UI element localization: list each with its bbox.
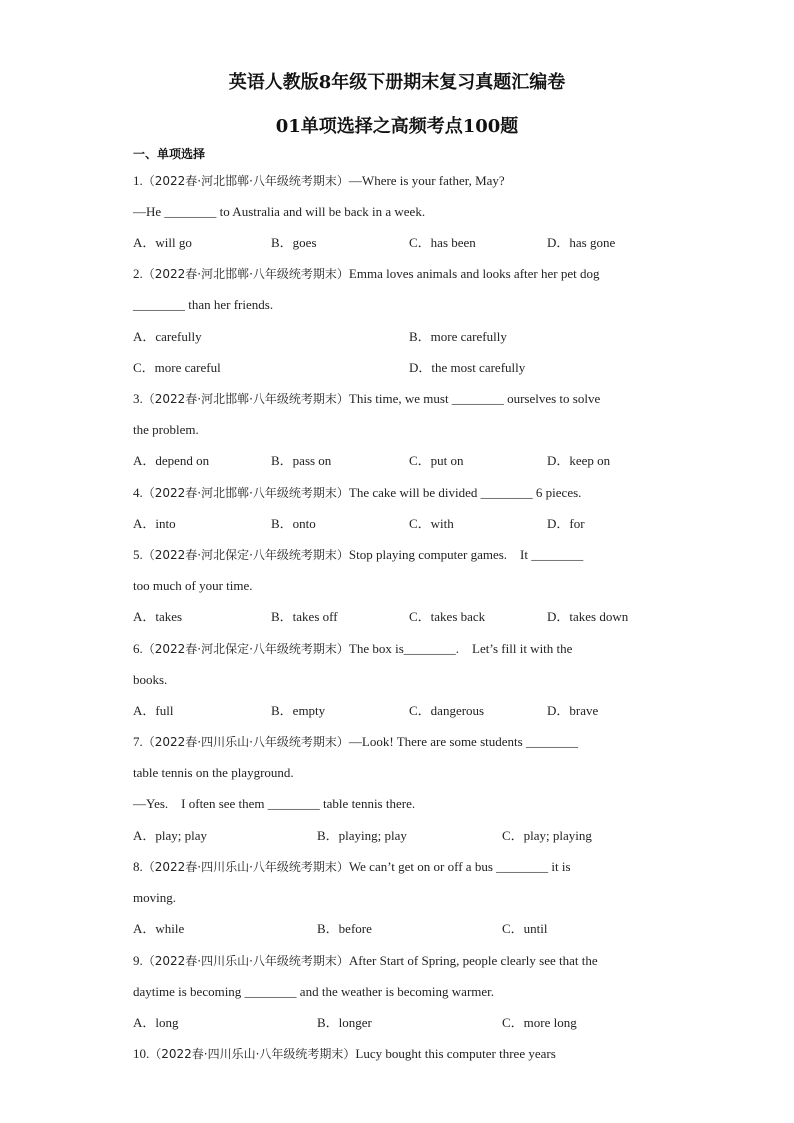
question-5-line-2: too much of your time.	[133, 578, 253, 593]
question-9-option-b[interactable]: B．longer	[317, 1015, 372, 1030]
question-number: 8.	[133, 859, 143, 874]
question-3-stem	[133, 391, 600, 407]
question-6-option-b[interactable]: B．empty	[271, 703, 326, 718]
question-text: Lucy bought this computer three years	[355, 1046, 556, 1061]
question-source: （2022春·四川乐山·八年级统考期末）	[142, 954, 349, 968]
question-number: 2.	[133, 266, 143, 281]
question-7-option-a[interactable]: A．play; play	[133, 828, 208, 843]
question-text: —Look! There are some students ________	[348, 734, 578, 749]
section-heading: 一、单项选择	[133, 147, 206, 161]
question-3-option-d[interactable]: D．keep on	[547, 453, 611, 468]
question-5-stem	[133, 547, 583, 563]
question-6-option-d[interactable]: D．brave	[547, 703, 599, 718]
question-number: 7.	[133, 734, 143, 749]
question-number: 10.	[133, 1046, 150, 1061]
question-source: （2022春·河北保定·八年级统考期末）	[142, 548, 349, 562]
question-text: The box is________. Let’s fill it with the	[348, 641, 573, 656]
question-2-option-b[interactable]: B．more carefully	[409, 329, 507, 344]
question-8-option-b[interactable]: B．before	[317, 921, 372, 936]
question-5-option-b[interactable]: B．takes off	[271, 609, 338, 624]
question-6-line-2: books.	[133, 672, 168, 687]
question-9-stem	[133, 953, 598, 969]
question-text: After Start of Spring, people clearly see that the	[348, 953, 598, 968]
question-number: 4.	[133, 485, 143, 500]
question-4-stem	[133, 485, 581, 501]
question-source: （2022春·河北邯郸·八年级统考期末）	[142, 486, 349, 500]
question-8-option-c[interactable]: C．until	[502, 921, 548, 936]
question-number: 5.	[133, 547, 143, 562]
question-text: Stop playing computer games. It ________	[348, 547, 584, 562]
question-source: （2022春·河北邯郸·八年级统考期末）	[142, 174, 349, 188]
question-9-option-c[interactable]: C．more long	[502, 1015, 577, 1030]
question-4-option-c[interactable]: C．with	[409, 516, 454, 531]
question-number: 1.	[133, 173, 143, 188]
question-4-option-a[interactable]: A．into	[133, 516, 176, 531]
question-text: —Where is your father, May?	[348, 173, 505, 188]
question-source: （2022春·四川乐山·八年级统考期末）	[149, 1047, 356, 1061]
question-5-option-d[interactable]: D．takes down	[547, 609, 629, 624]
question-8-line-2: moving.	[133, 890, 176, 905]
question-text: The cake will be divided ________ 6 pieces.	[348, 485, 582, 500]
question-7-stem	[133, 734, 578, 750]
question-3-option-c[interactable]: C．put on	[409, 453, 464, 468]
question-7-line-3: —Yes. I often see them ________ table tennis there.	[133, 796, 416, 811]
question-number: 9.	[133, 953, 143, 968]
question-text: Emma loves animals and looks after her pet dog	[348, 266, 600, 281]
question-source: （2022春·河北保定·八年级统考期末）	[142, 642, 349, 656]
question-4-option-b[interactable]: B．onto	[271, 516, 316, 531]
question-2-stem	[133, 266, 599, 282]
question-7-line-2: table tennis on the playground.	[133, 765, 294, 780]
question-1-stem	[133, 173, 505, 189]
question-2-option-d[interactable]: D．the most carefully	[409, 360, 526, 375]
question-text: We can’t get on or off a bus ________ it is	[348, 859, 571, 874]
question-source: （2022春·河北邯郸·八年级统考期末）	[142, 267, 349, 281]
question-3-option-b[interactable]: B．pass on	[271, 453, 332, 468]
question-number: 3.	[133, 391, 143, 406]
question-source: （2022春·河北邯郸·八年级统考期末）	[142, 392, 349, 406]
question-4-option-d[interactable]: D．for	[547, 516, 585, 531]
question-source: （2022春·四川乐山·八年级统考期末）	[142, 735, 349, 749]
question-8-stem	[133, 859, 571, 875]
question-5-option-c[interactable]: C．takes back	[409, 609, 486, 624]
question-1-option-b[interactable]: B．goes	[271, 235, 317, 250]
question-6-option-a[interactable]: A．full	[133, 703, 174, 718]
page-title: 英语人教版8年级下册期末复习真题汇编卷	[228, 72, 566, 93]
question-3-line-2: the problem.	[133, 422, 199, 437]
question-7-option-c[interactable]: C．play; playing	[502, 828, 592, 843]
page-subtitle: 01单项选择之高频考点100题	[275, 116, 519, 137]
question-source: （2022春·四川乐山·八年级统考期末）	[142, 860, 349, 874]
question-1-option-c[interactable]: C．has been	[409, 235, 476, 250]
question-2-option-c[interactable]: C．more careful	[133, 360, 221, 375]
question-2-line-2: ________ than her friends.	[133, 297, 274, 312]
question-1-option-a[interactable]: A．will go	[133, 235, 192, 250]
question-1-option-d[interactable]: D．has gone	[547, 235, 616, 250]
question-6-stem	[133, 641, 572, 657]
question-10-stem	[133, 1046, 556, 1062]
question-number: 6.	[133, 641, 143, 656]
question-6-option-c[interactable]: C．dangerous	[409, 703, 485, 718]
question-9-line-2: daytime is becoming ________ and the weather is becoming warmer.	[133, 984, 495, 999]
question-9-option-a[interactable]: A．long	[133, 1015, 179, 1030]
question-5-option-a[interactable]: A．takes	[133, 609, 183, 624]
question-8-option-a[interactable]: A．while	[133, 921, 185, 936]
question-3-option-a[interactable]: A．depend on	[133, 453, 210, 468]
question-1-line-2: —He ________ to Australia and will be back in a week.	[133, 204, 426, 219]
question-2-option-a[interactable]: A．carefully	[133, 329, 202, 344]
question-text: This time, we must ________ ourselves to solve	[348, 391, 601, 406]
question-7-option-b[interactable]: B．playing; play	[317, 828, 407, 843]
